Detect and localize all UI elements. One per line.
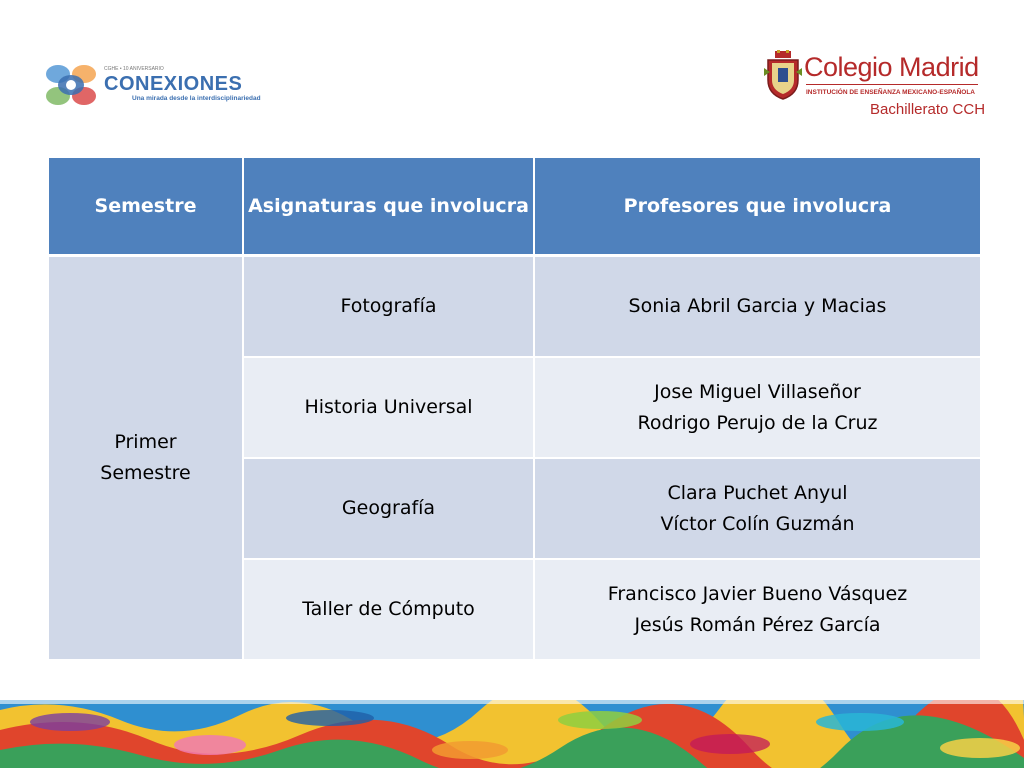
school-subtitle: INSTITUCIÓN DE ENSEÑANZA MEXICANO-ESPAÑOLA: [806, 89, 976, 96]
teacher-name: Jesús Román Pérez García: [634, 613, 881, 636]
teachers-cell: [534, 458, 981, 559]
teacher-name: Francisco Javier Bueno Vásquez: [607, 582, 908, 605]
decorative-footer-art: [0, 700, 1024, 768]
crest-icon: [764, 50, 802, 100]
painted-pattern-icon: [0, 700, 1024, 768]
school-name: Colegio Madrid: [804, 52, 979, 82]
teachers-cell: [534, 559, 981, 660]
logo-divider: [806, 84, 978, 85]
program-name: Bachillerato CCH: [870, 101, 986, 118]
header-asignaturas: Asignaturas que involucra: [243, 157, 534, 256]
subjects-table: [47, 156, 982, 661]
teachers-cell: [534, 256, 981, 358]
teacher-name: Rodrigo Perujo de la Cruz: [637, 411, 878, 434]
semester-line-1: Primer: [114, 431, 177, 453]
teachers-cell: [534, 357, 981, 458]
logo-tagline: Una mirada desde la interdisciplinariedad: [132, 95, 261, 102]
table-row: [48, 256, 981, 358]
header-profesores: Profesores que involucra: [534, 157, 981, 256]
conexiones-mark-icon: [42, 60, 100, 110]
semester-line-2: Semestre: [100, 462, 191, 484]
table-header-row: [48, 157, 981, 256]
subject-cell: Geografía: [243, 458, 534, 559]
teacher-name: Clara Puchet Anyul: [667, 481, 848, 504]
logo-brand-text: CONEXIONES: [104, 73, 243, 95]
subject-cell: Taller de Cómputo: [243, 559, 534, 660]
teacher-name: Víctor Colín Guzmán: [660, 512, 855, 535]
semester-cell: [48, 256, 243, 661]
teacher-name: Jose Miguel Villaseñor: [654, 380, 861, 403]
header-semestre: Semestre: [48, 157, 243, 256]
logo-anniversary-text: CGHE • 10 ANIVERSARIO: [104, 66, 164, 72]
subject-cell: Historia Universal: [243, 357, 534, 458]
subject-cell: Fotografía: [243, 256, 534, 358]
teacher-name: Sonia Abril Garcia y Macias: [628, 295, 887, 317]
